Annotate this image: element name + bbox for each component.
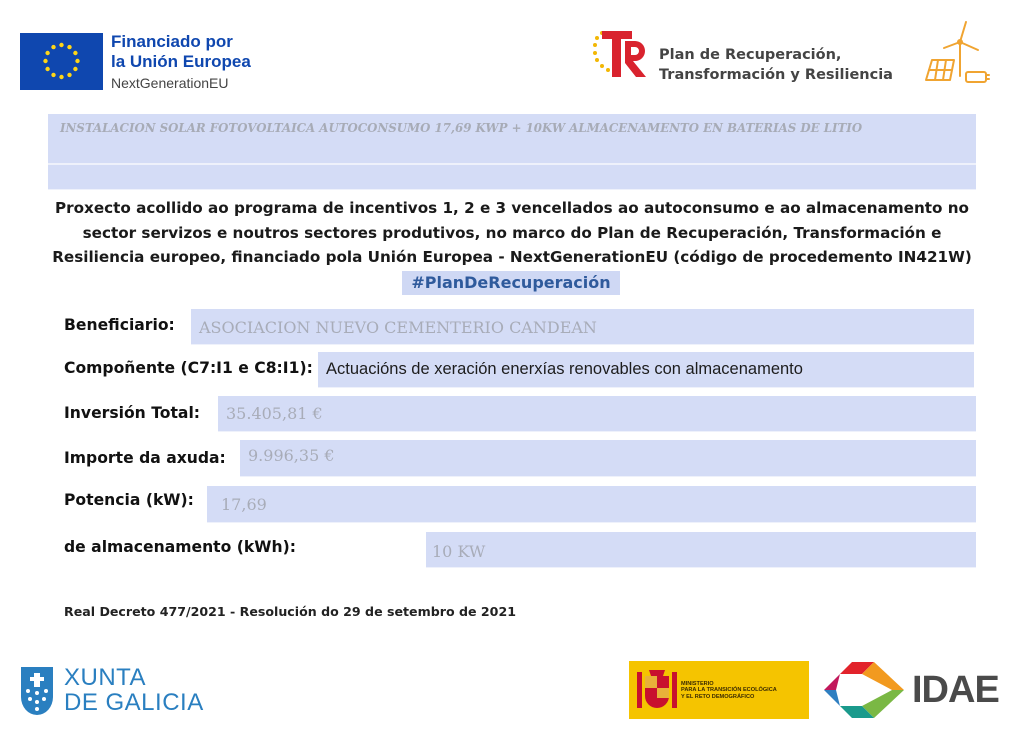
title-separator (48, 163, 976, 165)
legal-reference: Real Decreto 477/2021 - Resolución do 29 de setembro de 2021 (64, 604, 516, 619)
ministerio-line-3: Y EL RETO DEMOGRÁFICO (681, 693, 755, 700)
idae-logo-icon (822, 660, 906, 720)
componente-label: Compoñente (C7:I1 e C8:I1): (64, 359, 313, 377)
idae-text: IDAE (912, 669, 999, 711)
eu-funding-text (111, 32, 251, 93)
spain-coat-of-arms-icon (635, 666, 679, 714)
almacenamento-value: 10 KW (432, 542, 486, 561)
almacenamento-field[interactable] (426, 532, 976, 568)
prtr-line-1: Plan de Recuperación, (659, 47, 842, 63)
importe-value: 9.996,35 € (248, 446, 335, 465)
potencia-label: Potencia (kW): (64, 491, 194, 509)
ministerio-line-2: PARA LA TRANSICIÓN ECOLÓGICA (681, 687, 777, 694)
eu-line-2: la Unión Europea (111, 52, 251, 71)
prtr-line-2: Transformación y Resiliencia (659, 67, 893, 83)
eu-flag-icon (20, 33, 103, 90)
importe-field[interactable] (240, 440, 976, 477)
potencia-field[interactable] (207, 486, 976, 523)
ministerio-text (681, 681, 777, 700)
eu-line-3: NextGenerationEU (111, 75, 229, 91)
inversion-label: Inversión Total: (64, 404, 201, 422)
potencia-value: 17,69 (221, 495, 267, 514)
xunta-text (64, 665, 204, 715)
xunta-line-2: DE GALICIA (64, 689, 204, 716)
wind-solar-icon (920, 18, 992, 88)
ministerio-line-1: MINISTERIO (681, 681, 714, 687)
importe-label: Importe da axuda: (64, 449, 226, 467)
project-title-text: INSTALACION SOLAR FOTOVOLTAICA AUTOCONSUMO 17,69 KWP + 10KW ALMACENAMENTO EN BATERIAS DE LITIO (60, 121, 863, 135)
hashtag-label: #PlanDeRecuperación (402, 271, 620, 295)
componente-value: Actuacións de xeración enerxías renovables con almacenamento (326, 360, 803, 378)
componente-field[interactable] (318, 352, 974, 388)
project-description: Proxecto acollido ao programa de incentivos 1, 2 e 3 vencellados ao autoconsumo e ao almacenamento no sector servizos e noutros sectores produtivos, no marco do Plan de Recuperación, Transformación e Resiliencia europeo, financiado pola Unión Europea - NextGenerationEU (código de procedemento IN421W) (52, 199, 972, 267)
ministerio-logo (629, 661, 809, 719)
project-title-field[interactable] (48, 114, 976, 190)
xunta-shield-icon (19, 665, 55, 717)
xunta-line-1: XUNTA (64, 664, 147, 691)
almacenamento-label: de almacenamento (kWh): (64, 538, 296, 556)
inversion-field[interactable] (218, 396, 976, 432)
prtr-text (659, 45, 893, 85)
eu-line-1: Financiado por (111, 32, 233, 51)
beneficiario-field[interactable] (191, 309, 974, 345)
beneficiario-label: Beneficiario: (64, 316, 175, 334)
inversion-value: 35.405,81 € (226, 404, 323, 423)
beneficiario-value: ASOCIACION NUEVO CEMENTERIO CANDEAN (199, 318, 597, 337)
prtr-logo-icon (592, 28, 654, 84)
